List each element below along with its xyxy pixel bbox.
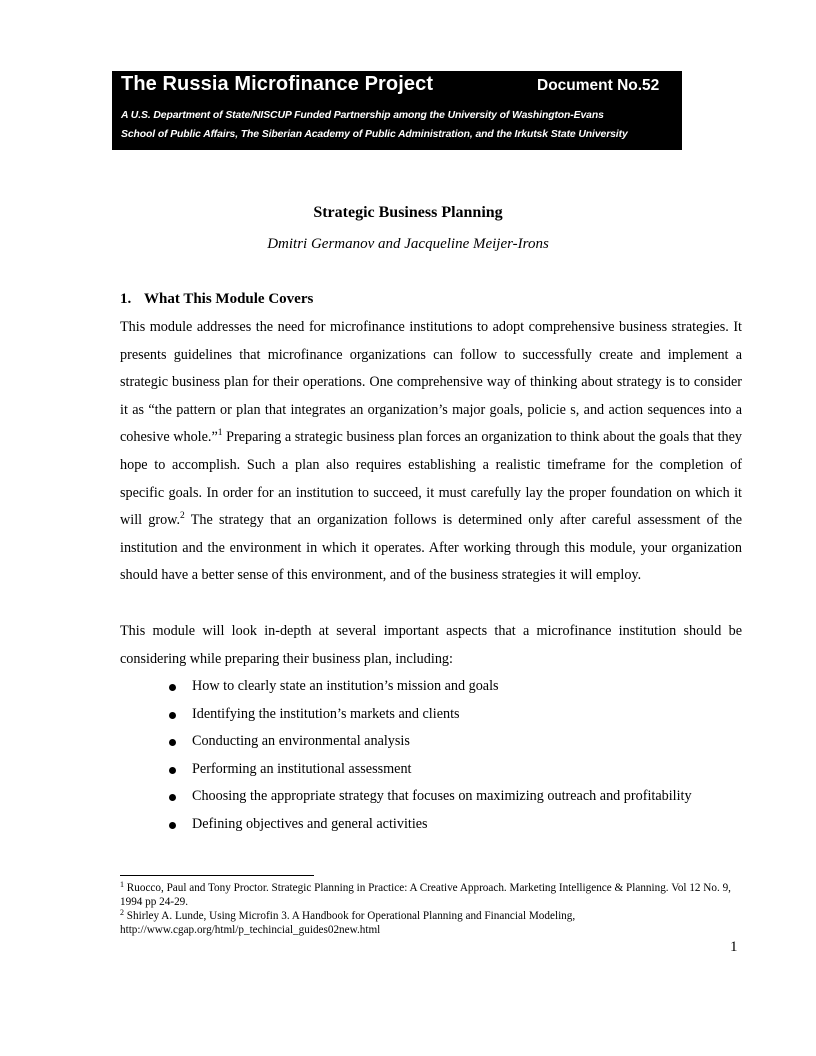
- list-item: [120, 811, 742, 839]
- footnote-ref-1[interactable]: 1: [217, 428, 223, 439]
- bullet-icon: [169, 767, 176, 774]
- header-banner: [112, 71, 682, 150]
- list-item: [120, 673, 742, 701]
- bullet-icon: [169, 739, 176, 746]
- list-item-text: Performing an institutional assessment: [192, 760, 412, 777]
- paragraph-text: Preparing a strategic business plan forces an organization to think about the goals that they hope to accomplish. Such a plan also requires establishing a realistic timeframe for the completion of specific goals. In order for an institution to succeed, it must carefully lay the proper foundation on which it will grow.: [120, 429, 742, 529]
- banner-subtitle-line1: A U.S. Department of State/NISCUP Funded Partnership among the University of Washington-Evans: [121, 110, 604, 121]
- list-item-text: Conducting an environmental analysis: [192, 733, 410, 750]
- footnote-ref-2[interactable]: 2: [180, 511, 185, 522]
- aspects-list: [120, 673, 742, 839]
- list-item: [120, 756, 742, 784]
- project-title: The Russia Microfinance Project: [121, 73, 434, 95]
- list-item-text: Identifying the institution’s markets and clients: [192, 705, 460, 722]
- intro-paragraph: [120, 314, 742, 590]
- document-title: Strategic Business Planning: [313, 204, 503, 221]
- paragraph-text: This module addresses the need for microfinance institutions to adopt comprehensive business strategies. It presents guidelines that microfinance organizations can follow to successfully create and implement a strategic business plan for their operations. One comprehensive way of thinking about strategy is to consider it as “the pattern or plan that integrates an organization’s major goals, policie s, and action sequences into a cohesive whole.”: [120, 319, 742, 446]
- list-item: [120, 728, 742, 756]
- footnote-text: Ruocco, Paul and Tony Proctor. Strategic Planning in Practice: A Creative Approach. Marketing Intelligence & Planning. Vol 12 No. 9, 1994 pp 24-29.: [120, 882, 731, 908]
- banner-subtitle-line2: School of Public Affairs, The Siberian Academy of Public Administration, and the Irkutsk State University: [121, 129, 628, 140]
- footnote-text[interactable]: Shirley A. Lunde, Using Microfin 3. A Handbook for Operational Planning and Financial Modeling, http://www.cgap.org/html/p_techincial_guides02new.html: [120, 910, 576, 936]
- footnote-separator: [120, 875, 314, 876]
- list-item-text: How to clearly state an institution’s mission and goals: [192, 678, 499, 694]
- list-item: [120, 701, 742, 729]
- footnote-2: [120, 909, 750, 937]
- list-item: [120, 783, 742, 811]
- bullet-icon: [169, 794, 176, 801]
- list-item-text: Defining objectives and general activities: [192, 815, 428, 832]
- list-item-text: Choosing the appropriate strategy that focuses on maximizing outreach and profitability: [192, 788, 692, 805]
- document-number: Document No.52: [537, 77, 660, 94]
- page-number: 1: [730, 939, 738, 955]
- bullet-icon: [169, 712, 176, 719]
- document-authors: Dmitri Germanov and Jacqueline Meijer-Irons: [267, 236, 549, 252]
- section-title: What This Module Covers: [144, 291, 314, 307]
- bullet-icon: [169, 684, 176, 691]
- section-heading: [120, 291, 313, 308]
- footnote-1: [120, 881, 750, 909]
- footnotes: [120, 881, 750, 937]
- aspects-paragraph: This module will look in-depth at several important aspects that a microfinance institution should be considering while preparing their business plan, including:: [120, 623, 742, 667]
- section-number: 1.: [120, 291, 132, 307]
- footnote-mark: 1: [120, 880, 124, 889]
- paragraph-text: The strategy that an organization follows is determined only after careful assessment of the institution and the environment in which it operates. After working through this module, your organization should have a better sense of this environment, and of the business strategies it will employ.: [120, 512, 743, 584]
- bullet-icon: [169, 822, 176, 829]
- footnote-mark: 2: [120, 908, 124, 917]
